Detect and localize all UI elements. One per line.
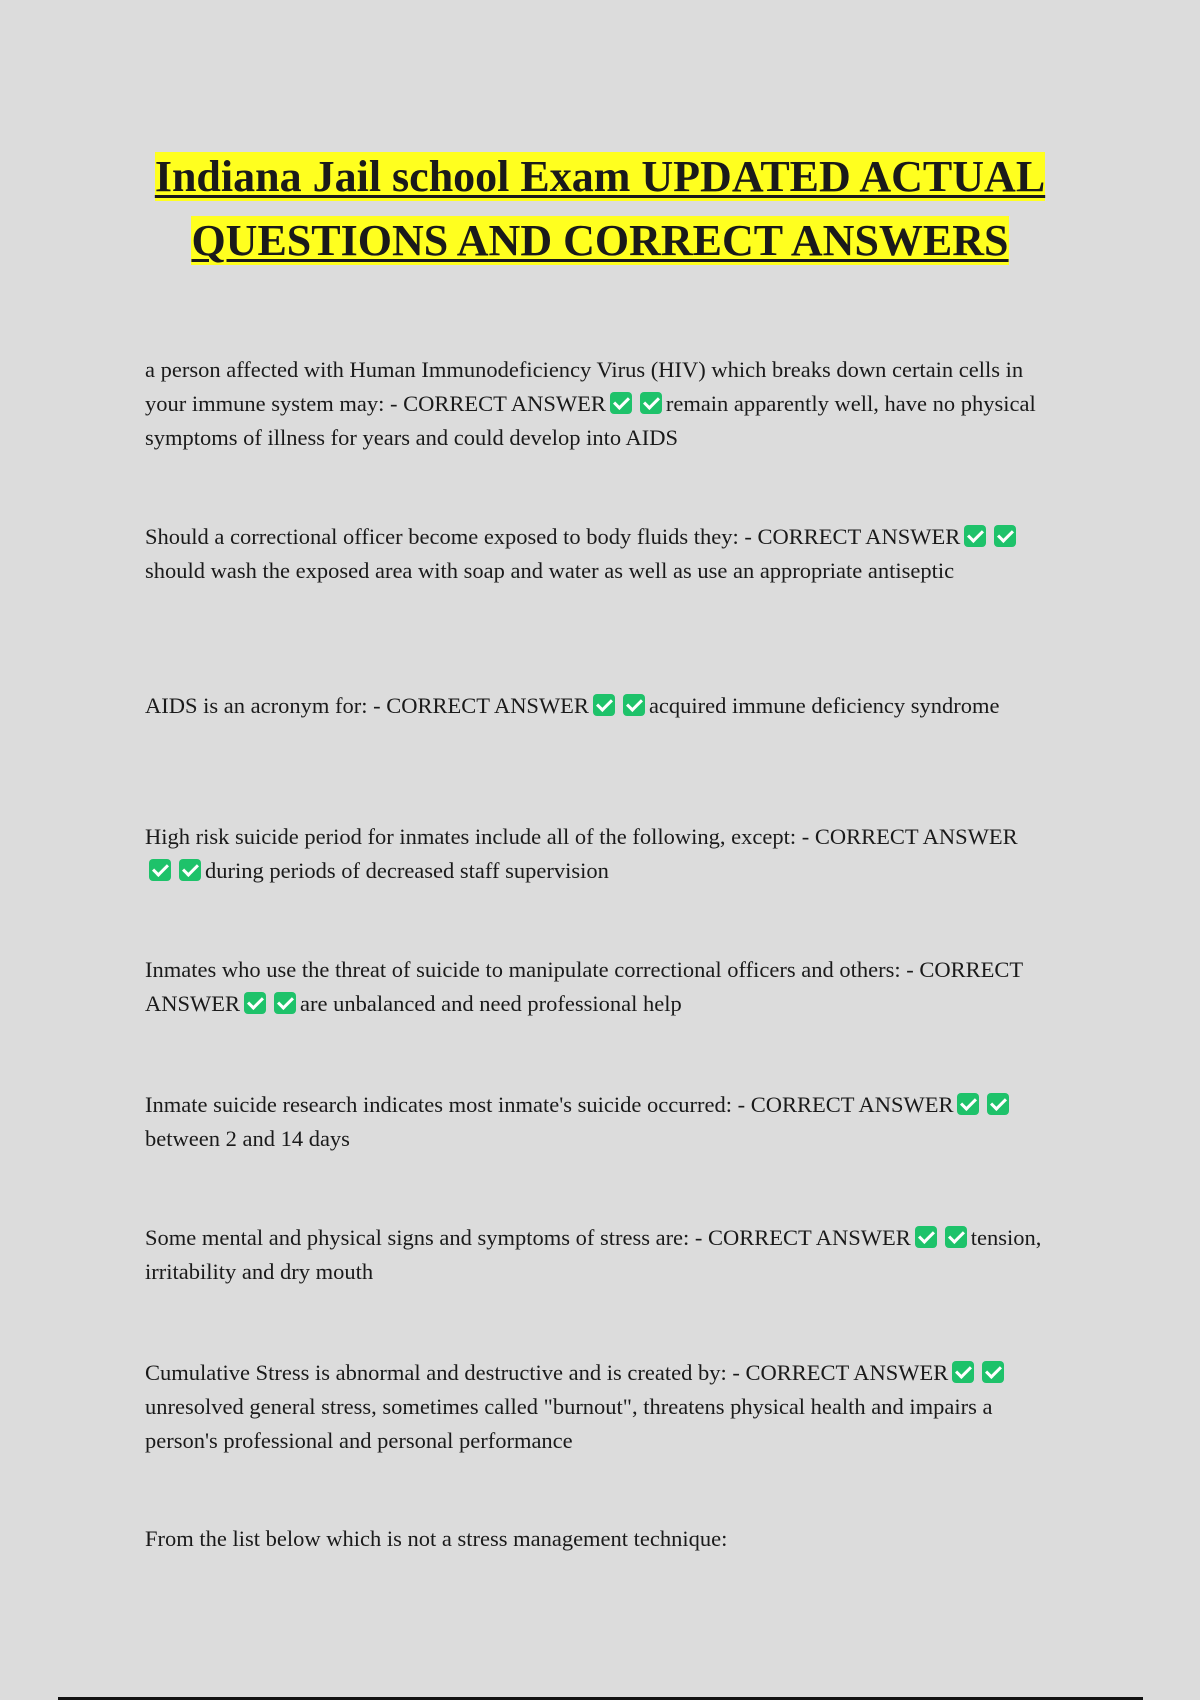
check-mark-icon [987, 1093, 1009, 1115]
question-text: High risk suicide period for inmates include all of the following, except: [145, 824, 797, 849]
qa-item-6 [145, 1088, 1045, 1156]
answer-marker: - CORRECT ANSWER [389, 391, 606, 416]
qa-item-9 [145, 1522, 1045, 1556]
answer-text: tension, irritability and dry mouth [145, 1225, 1042, 1284]
question-text: AIDS is an acronym for: [145, 693, 368, 718]
qa-item-4 [145, 820, 1045, 888]
answer-text: unresolved general stress, sometimes called "burnout", threatens physical health and impairs a person's professional and personal performance [145, 1394, 993, 1453]
document-title [130, 145, 1070, 273]
answer-marker: - CORRECT ANSWER [744, 524, 961, 549]
document-title-text: Indiana Jail school Exam UPDATED ACTUAL QUESTIONS AND CORRECT ANSWERS [154, 152, 1046, 265]
question-text: Some mental and physical signs and symptoms of stress are: [145, 1225, 690, 1250]
check-mark-icon [593, 694, 615, 716]
question-text: Should a correctional officer become exposed to body fluids they: [145, 524, 739, 549]
answer-marker: - CORRECT ANSWER [145, 957, 1023, 1016]
qa-item-7 [145, 1221, 1045, 1289]
check-mark-icon [994, 525, 1016, 547]
answer-text: acquired immune deficiency syndrome [648, 693, 1000, 718]
check-mark-icon [274, 992, 296, 1014]
question-text: Cumulative Stress is abnormal and destructive and is created by: [145, 1360, 727, 1385]
answer-text: are unbalanced and need professional help [300, 991, 682, 1016]
answer-text: should wash the exposed area with soap and water as well as use an appropriate antiseptic [145, 558, 955, 583]
qa-item-3 [145, 689, 1045, 723]
check-mark-icon [952, 1361, 974, 1383]
question-text: From the list below which is not a stress management technique: [145, 1526, 728, 1551]
answer-text: remain apparently well, have no physical symptoms of illness for years and could develop into AIDS [145, 391, 1036, 450]
answer-marker: - CORRECT ANSWER [732, 1360, 949, 1385]
check-mark-icon [244, 992, 266, 1014]
check-mark-icon [179, 859, 201, 881]
qa-item-2 [145, 520, 1045, 588]
check-mark-icon [640, 392, 662, 414]
qa-item-8 [145, 1356, 1045, 1458]
answer-marker: - CORRECT ANSWER [694, 1225, 911, 1250]
answer-text: between 2 and 14 days [145, 1126, 350, 1151]
check-mark-icon [945, 1226, 967, 1248]
check-mark-icon [623, 694, 645, 716]
answer-marker: - CORRECT ANSWER [373, 693, 589, 718]
answer-marker: - CORRECT ANSWER [801, 824, 1018, 849]
question-text: Inmates who use the threat of suicide to manipulate correctional officers and others: [145, 957, 901, 982]
check-mark-icon [982, 1361, 1004, 1383]
qa-item-1 [145, 353, 1045, 455]
answer-text: during periods of decreased staff supervision [205, 858, 609, 883]
check-mark-icon [964, 525, 986, 547]
check-mark-icon [610, 392, 632, 414]
question-text: Inmate suicide research indicates most inmate's suicide occurred: [145, 1092, 732, 1117]
check-mark-icon [915, 1226, 937, 1248]
check-mark-icon [957, 1093, 979, 1115]
question-text: a person affected with Human Immunodeficiency Virus (HIV) which breaks down certain cells in your immune system may: [145, 357, 1024, 416]
check-mark-icon [149, 859, 171, 881]
answer-marker: - CORRECT ANSWER [737, 1092, 954, 1117]
qa-item-5 [145, 953, 1045, 1021]
